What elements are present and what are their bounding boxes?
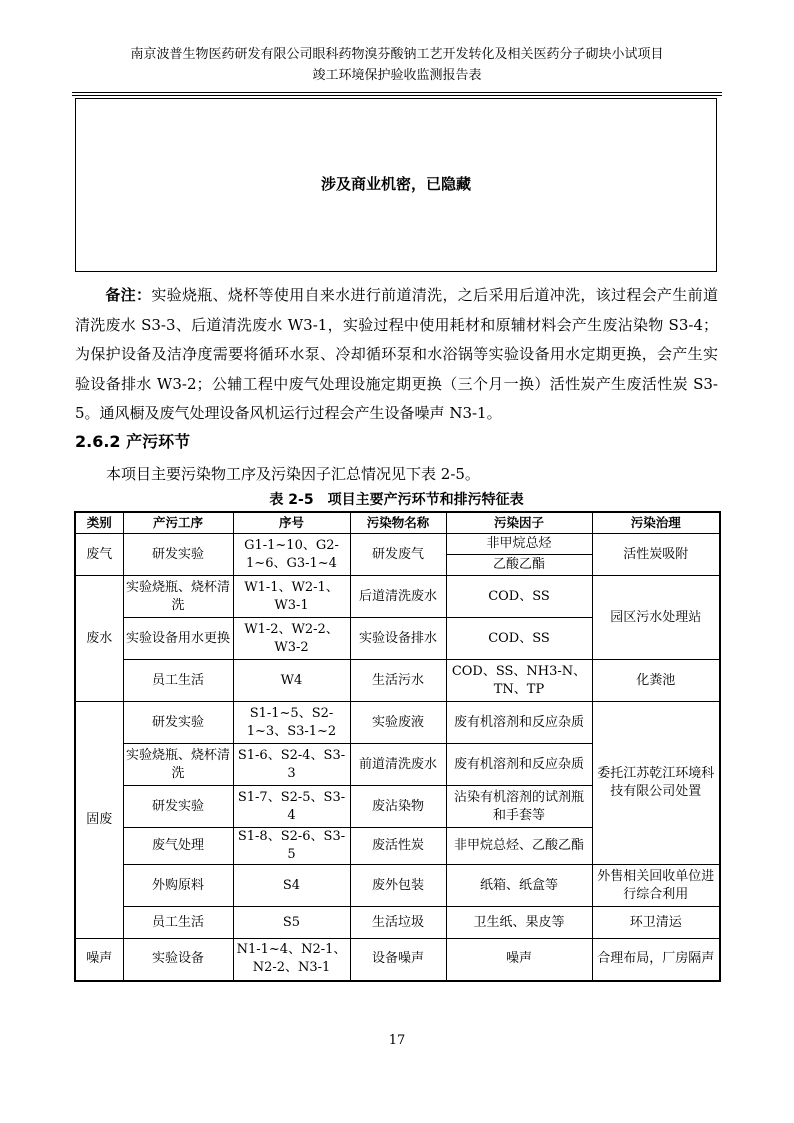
process-cell: 实验设备用水更换 xyxy=(123,618,233,660)
factor-cell: 非甲烷总烃 xyxy=(446,534,592,555)
treatment-cell: 活性炭吸附 xyxy=(592,534,720,576)
remark-text: 实验烧瓶、烧杯等使用自来水进行前道清洗，之后采用后道冲洗，该过程会产生前道清洗废水 S3-3、后道清洗废水 W3-1，实验过程中使用耗材和原辅材料会产生废沾染物 S3-4；为保护设备及洁净度需要将循环水泵、冷却循环泵和水浴锅等实验设备用水定期更换，会产生实验设备排水 W3-2；公辅工程中废气处理设施定期更换（三个月一换）活性炭产生废活性炭 S3-5。通风橱及废气处理设备风机运行过程会产生设备噪声 N3-1。 xyxy=(75,286,718,422)
process-cell: 实验烧瓶、烧杯清洗 xyxy=(123,744,233,786)
category-cell: 固废 xyxy=(75,702,123,939)
header-report-title: 竣工环境保护验收监测报告表 xyxy=(312,68,482,83)
code-cell: S1-6、S2-4、S3-3 xyxy=(233,744,350,786)
table-row xyxy=(75,576,720,618)
col-header: 序号 xyxy=(233,512,350,534)
code-cell: S1-7、S2-5、S3-4 xyxy=(233,786,350,828)
code-cell: S4 xyxy=(233,865,350,907)
treatment-cell: 合理布局，厂房隔声 xyxy=(592,939,720,981)
page-number: 17 xyxy=(388,1033,406,1048)
code-cell: W1-2、W2-2、W3-2 xyxy=(233,618,350,660)
table-row xyxy=(75,660,720,702)
pollution-table xyxy=(74,511,721,982)
name-cell: 实验废液 xyxy=(350,702,446,744)
factor-cell: 非甲烷总烃、乙酸乙酯 xyxy=(446,828,592,865)
process-cell: 研发实验 xyxy=(123,702,233,744)
confidential-box xyxy=(75,98,717,272)
table-caption: 表 2-5 项目主要产污环节和排污特征表 xyxy=(269,492,524,508)
header-project-title: 南京波普生物医药研发有限公司眼科药物溴芬酸钠工艺开发转化及相关医药分子砌块小试项目 xyxy=(130,47,664,62)
factor-cell: 废有机溶剂和反应杂质 xyxy=(446,702,592,744)
name-cell: 实验设备排水 xyxy=(350,618,446,660)
col-header: 类别 xyxy=(75,512,123,534)
category-cell: 废气 xyxy=(75,534,123,576)
process-cell: 实验设备 xyxy=(123,939,233,981)
header-rule xyxy=(72,92,722,96)
treatment-cell: 园区污水处理站 xyxy=(592,576,720,660)
name-cell: 前道清洗废水 xyxy=(350,744,446,786)
treatment-cell: 外售相关回收单位进行综合利用 xyxy=(592,865,720,907)
factor-cell: 沾染有机溶剂的试剂瓶和手套等 xyxy=(446,786,592,828)
name-cell: 废沾染物 xyxy=(350,786,446,828)
code-cell: S1-1~5、S2-1~3、S3-1~2 xyxy=(233,702,350,744)
section-title: 2.6.2 产污环节 xyxy=(75,432,191,451)
name-cell: 后道清洗废水 xyxy=(350,576,446,618)
factor-cell: COD、SS xyxy=(446,576,592,618)
name-cell: 废外包装 xyxy=(350,865,446,907)
factor-cell: 卫生纸、果皮等 xyxy=(446,907,592,939)
name-cell: 生活垃圾 xyxy=(350,907,446,939)
name-cell: 设备噪声 xyxy=(350,939,446,981)
code-cell: S1-8、S2-6、S3-5 xyxy=(233,828,350,865)
category-cell: 噪声 xyxy=(75,939,123,981)
process-cell: 外购原料 xyxy=(123,865,233,907)
process-cell: 研发实验 xyxy=(123,786,233,828)
treatment-cell: 环卫清运 xyxy=(592,907,720,939)
process-cell: 实验烧瓶、烧杯清洗 xyxy=(123,576,233,618)
name-cell: 研发废气 xyxy=(350,534,446,576)
table-header-row xyxy=(75,512,720,534)
table-row xyxy=(75,534,720,555)
col-header: 污染因子 xyxy=(446,512,592,534)
table-row xyxy=(75,702,720,744)
name-cell: 废活性炭 xyxy=(350,828,446,865)
factor-cell: 噪声 xyxy=(446,939,592,981)
table-row xyxy=(75,907,720,939)
category-cell: 废水 xyxy=(75,576,123,702)
treatment-cell: 化粪池 xyxy=(592,660,720,702)
col-header: 污染物名称 xyxy=(350,512,446,534)
intro-text: 本项目主要污染物工序及污染因子汇总情况见下表 2-5。 xyxy=(106,465,480,483)
code-cell: W4 xyxy=(233,660,350,702)
remark-paragraph xyxy=(75,281,718,429)
confidential-notice: 涉及商业机密，已隐藏 xyxy=(320,175,471,193)
factor-cell: COD、SS、NH3-N、TN、TP xyxy=(446,660,592,702)
col-header: 产污工序 xyxy=(123,512,233,534)
code-cell: S5 xyxy=(233,907,350,939)
code-cell: N1-1~4、N2-1、N2-2、N3-1 xyxy=(233,939,350,981)
code-cell: W1-1、W2-1、W3-1 xyxy=(233,576,350,618)
factor-cell: 废有机溶剂和反应杂质 xyxy=(446,744,592,786)
table-row xyxy=(75,939,720,981)
page-header xyxy=(72,44,722,86)
factor-cell: 纸箱、纸盒等 xyxy=(446,865,592,907)
treatment-cell: 委托江苏乾江环境科技有限公司处置 xyxy=(592,702,720,865)
process-cell: 废气处理 xyxy=(123,828,233,865)
process-cell: 员工生活 xyxy=(123,907,233,939)
factor-cell: COD、SS xyxy=(446,618,592,660)
factor-cell: 乙酸乙酯 xyxy=(446,555,592,576)
process-cell: 研发实验 xyxy=(123,534,233,576)
name-cell: 生活污水 xyxy=(350,660,446,702)
table-row xyxy=(75,865,720,907)
process-cell: 员工生活 xyxy=(123,660,233,702)
remark-label: 备注： xyxy=(105,286,152,304)
code-cell: G1-1~10、G2-1~6、G3-1~4 xyxy=(233,534,350,576)
col-header: 污染治理 xyxy=(592,512,720,534)
